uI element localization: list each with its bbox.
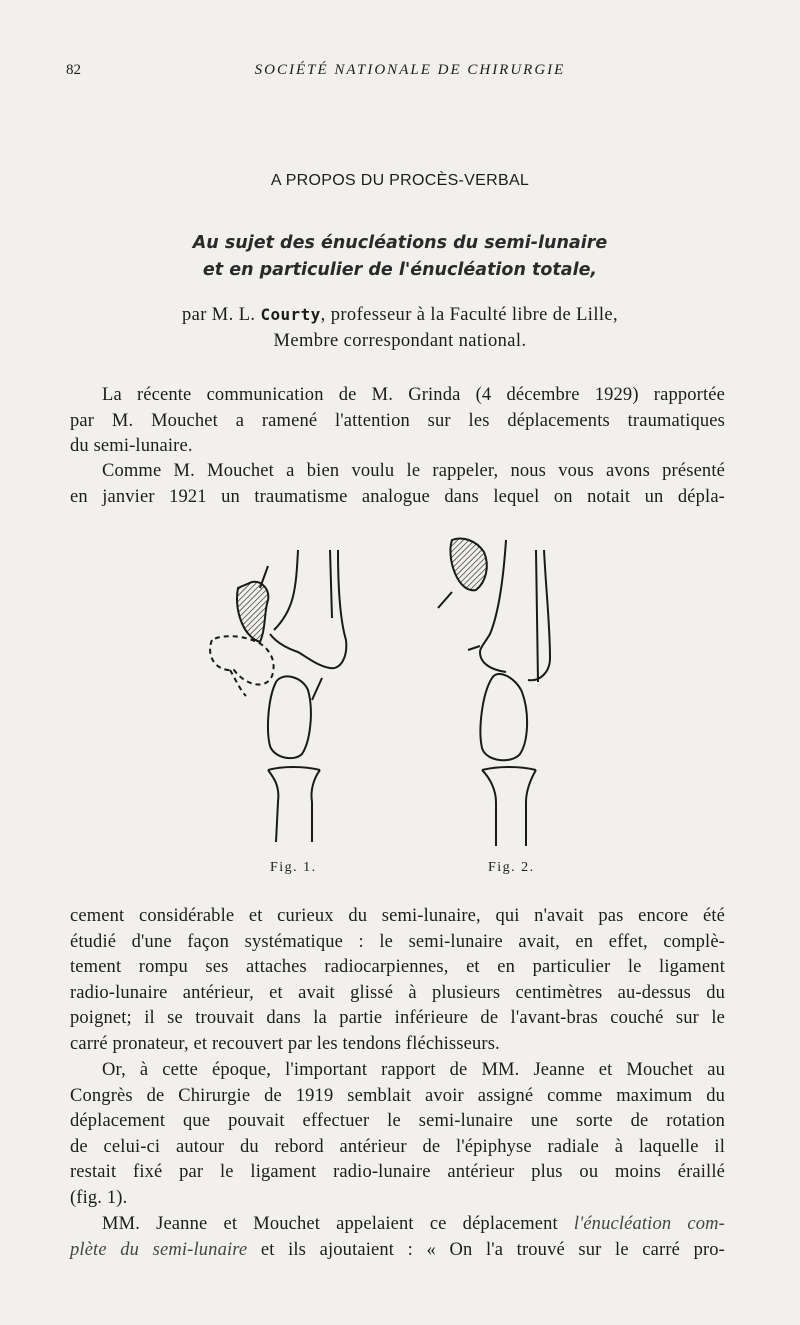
fig2-lunate-hatched: [450, 539, 486, 591]
paragraph-line: du semi-lunaire.: [70, 436, 193, 457]
byline-suffix: , professeur à la Faculté libre de Lille,: [320, 305, 619, 325]
paragraph-line: étudié d'une façon systématique : le semi-lunaire avait, en effet, complè-: [70, 931, 725, 952]
paragraph-line: en janvier 1921 un traumatisme analogue dans lequel on notait un dépla-: [70, 486, 725, 507]
author-name: Courty: [260, 305, 321, 324]
figures-block: [190, 530, 590, 885]
paragraph-line: de celui-ci autour du rebord antérieur de l'épiphyse radiale à laquelle il: [70, 1136, 725, 1157]
fig1-radius-outline: [274, 550, 298, 630]
article-title-line-2: et en particulier de l'énucléation totale,: [202, 260, 598, 280]
figure-2-caption: Fig. 2.: [488, 860, 535, 875]
paragraph-line: carré pronateur, et recouvert par les tendons fléchisseurs.: [70, 1033, 500, 1054]
paragraph-line: déplacement que pouvait effectuer le semi-lunaire une sorte de rotation: [70, 1111, 725, 1132]
paragraph-line: par M. Mouchet a ramené l'attention sur les déplacements traumatiques: [70, 410, 725, 431]
paragraph-line: Comme M. Mouchet a bien voulu le rappeler, nous vous avons présenté: [102, 461, 725, 481]
paragraph-text: et ils ajoutaient : « On l'a trouvé sur le carré pro-: [247, 1239, 725, 1260]
figure-1-drawing: [210, 550, 346, 842]
paragraph-line: La récente communication de M. Grinda (4 décembre 1929) rapportée: [102, 385, 725, 405]
paragraph-line: Congrès de Chirurgie de 1919 semblait avoir assigné comme maximum du: [70, 1085, 725, 1106]
journal-title: SOCIÉTÉ NATIONALE DE CHIRURGIE: [254, 62, 566, 78]
byline-prefix: par M. L.: [181, 305, 261, 325]
paragraph-italic: plète du semi-lunaire: [70, 1239, 248, 1260]
paragraph-line: tement rompu ses attaches radiocarpiennes, et en particulier le ligament: [70, 957, 725, 978]
section-title: A PROPOS DU PROCÈS-VERBAL: [270, 172, 530, 189]
paragraph-4: [70, 1058, 725, 1212]
paragraph-line: restait fixé par le ligament radio-lunaire antérieur plus ou moins éraillé: [70, 1162, 725, 1183]
figure-1-caption: Fig. 1.: [270, 860, 317, 875]
paragraph-1: [70, 383, 725, 460]
fig1-capitate: [268, 676, 311, 758]
paragraph-3: [70, 904, 725, 1058]
article-title-line-1: Au sujet des énucléations du semi-lunaire: [192, 233, 608, 253]
paragraph-line: (fig. 1).: [70, 1187, 128, 1208]
paragraph-text: MM. Jeanne et Mouchet appelaient ce déplacement: [102, 1214, 574, 1234]
paragraph-line: cement considérable et curieux du semi-lunaire, qui n'avait pas encore été: [70, 906, 725, 926]
paragraph-line: Or, à cette époque, l'important rapport de MM. Jeanne et Mouchet au: [102, 1060, 725, 1080]
fig2-capitate: [480, 674, 527, 760]
fig1-lunate-dashed: [210, 636, 274, 684]
paragraph-line: radio-lunaire antérieur, et avait glissé à plusieurs centimètres au-dessus du: [70, 982, 725, 1003]
article-title: [0, 230, 800, 284]
paragraph-line: [70, 1238, 725, 1264]
paragraph-5: [70, 1212, 725, 1263]
byline: [0, 302, 800, 354]
figure-2-drawing: [438, 539, 550, 847]
running-head: [0, 62, 800, 84]
page-number: 82: [66, 62, 81, 78]
paragraph-line: [70, 1212, 725, 1238]
byline-line-1: [0, 302, 800, 328]
paragraph-italic: l'énucléation com-: [573, 1214, 725, 1234]
paragraph-line: poignet; il se trouvait dans la partie inférieure de l'avant-bras couché sur le: [70, 1008, 725, 1029]
byline-line-2: Membre correspondant national.: [273, 331, 527, 351]
fig1-lunate-hatched: [237, 582, 268, 642]
paragraph-2: [70, 459, 725, 510]
wrist-bone-drawings: [190, 530, 590, 885]
